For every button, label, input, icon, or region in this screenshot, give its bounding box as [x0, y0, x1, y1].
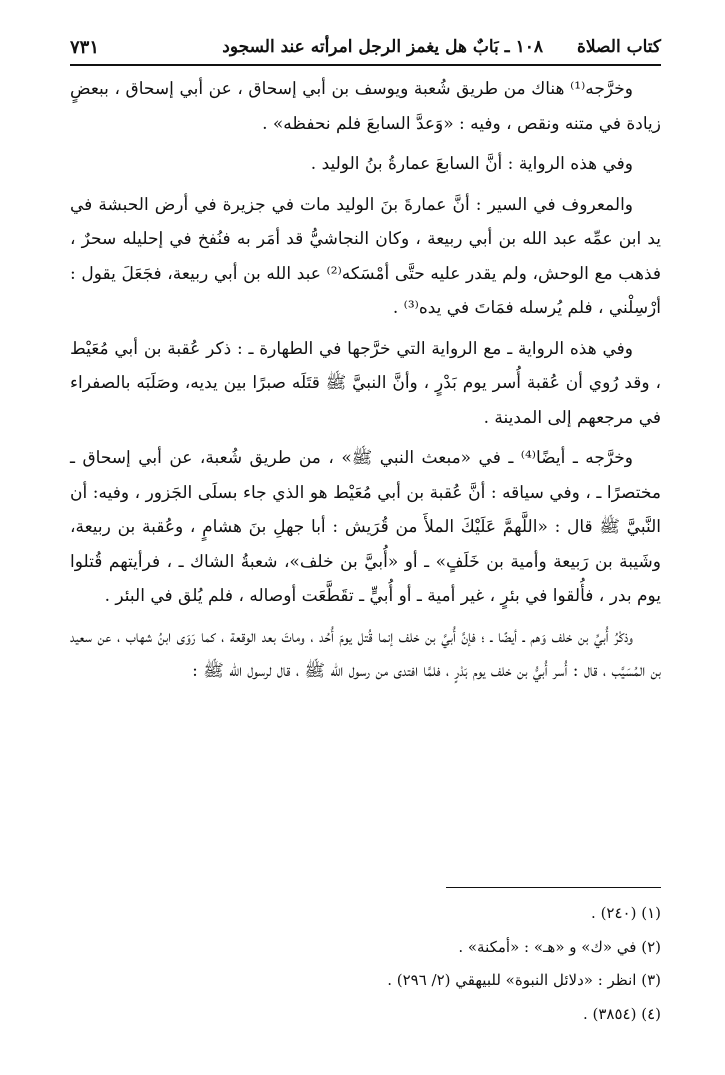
footnote: (٣) انظر : «دلائل النبوة» للبيهقي (٢/ ٢٩٦) .	[387, 971, 661, 989]
page-number: ٧٣١	[70, 36, 100, 58]
footnote: (٤) (٣٨٥٤) .	[582, 1004, 661, 1023]
footnotes	[70, 897, 661, 1031]
footnote: (٢) في «ك» و «هـ» : «أمكنة» .	[458, 937, 661, 956]
chapter-title: ١٠٨ ـ بَابٌ هل يغمز الرجل امرأته عند السجود	[222, 37, 543, 57]
running-header	[70, 30, 661, 66]
footnote-divider	[446, 887, 661, 888]
paragraph: وذكْرُ أُبيِّ بن خلف وَهم ـ أيضًا ـ ؛ فإنَّ أُبيَّ بن خلف إنما قُتل يومَ أُحُد ، وماتَ بعد الوقعة ، كما رَوَى ابنُ شهاب ، عن سعيد بن المُسَيَّب ، قال : أُسر أُبيُّ بن خلف يوم بَدْرٍ ، فلمَّا افتدى من رسول الله ﷺ ، قال لرسول الله ﷺ :	[70, 626, 661, 681]
paragraph: وفي هذه الرواية ـ مع الرواية التي خرَّجها في الطهارة ـ : ذكر عُقبة بن أبي مُعَيْط ، وقد رُوي أن عُقبة أُسر يوم بَدْرٍ ، وأنَّ النبيَّ ﷺ قتَلَه صبرًا بين يديه، وصَلَبَه بالصفراء في مرجعهم إلى المدينة .	[70, 338, 661, 428]
main-text	[70, 72, 661, 695]
paragraph: والمعروف في السير : أنَّ عمارةَ بنَ الوليد مات في جزيرة في أرض الحبشة في يد ابن عمِّه عبد الله بن أبي ربيعة ، وكان النجاشيُّ قد أمَر به فنُفخ في إحليله سحرٌ ، فذهب مع الوحش، ولم يقدر عليه حتَّى أمْسَكه⁽²⁾ عبد الله بن أبي ربيعة، فجَعَلَ يقول : أرْسِلْني ، فلم يُرسله فمَاتَ في يده⁽³⁾ .	[70, 194, 661, 318]
paragraph: وخرَّجه⁽¹⁾ هناك من طريق شُعبة ويوسف بن أبي إسحاق ، عن أبي إسحاق ، ببعضٍ زيادة في متنه ونقص ، وفيه : «وَعدَّ السابعَ فلم نحفظه» .	[70, 79, 661, 134]
book-title: كتاب الصلاة	[576, 37, 661, 57]
footnote: (١) (٢٤٠) .	[591, 904, 661, 922]
paragraph: وخرَّجه ـ أيضًا⁽⁴⁾ ـ في «مبعث النبي ﷺ» ، من طريق شُعبة، عن أبي إسحاق ـ مختصرًا ـ ، وفي سياقه : أنَّ عُقبة بن أبي مُعَيْط هو الذي جاء بسلَى الجَزور ، وفيه: أن النَّبيَّ ﷺ قال : «اللَّهمَّ عَلَيْكَ الملأَ من قُرَيش : أبا جهلِ بنَ هشامٍ ، وعُقبة بن ربيعة، وشَيبة بن رَبيعة وأمية بن خَلَفٍ» ـ أو «أُبيَّ بن خلف»، شعبةُ الشاك ـ ، فرأيتهم قُتلوا يوم بدر ، فأُلقوا في بئرٍ ، غير أمية ـ أو أُبيٍّ ـ تقَطَّعَت أوصاله ، فلم يُلق في البئر .	[70, 448, 661, 606]
paragraph: وفي هذه الرواية : أنَّ السابعَ عمارةُ بنُ الوليد .	[310, 154, 633, 174]
